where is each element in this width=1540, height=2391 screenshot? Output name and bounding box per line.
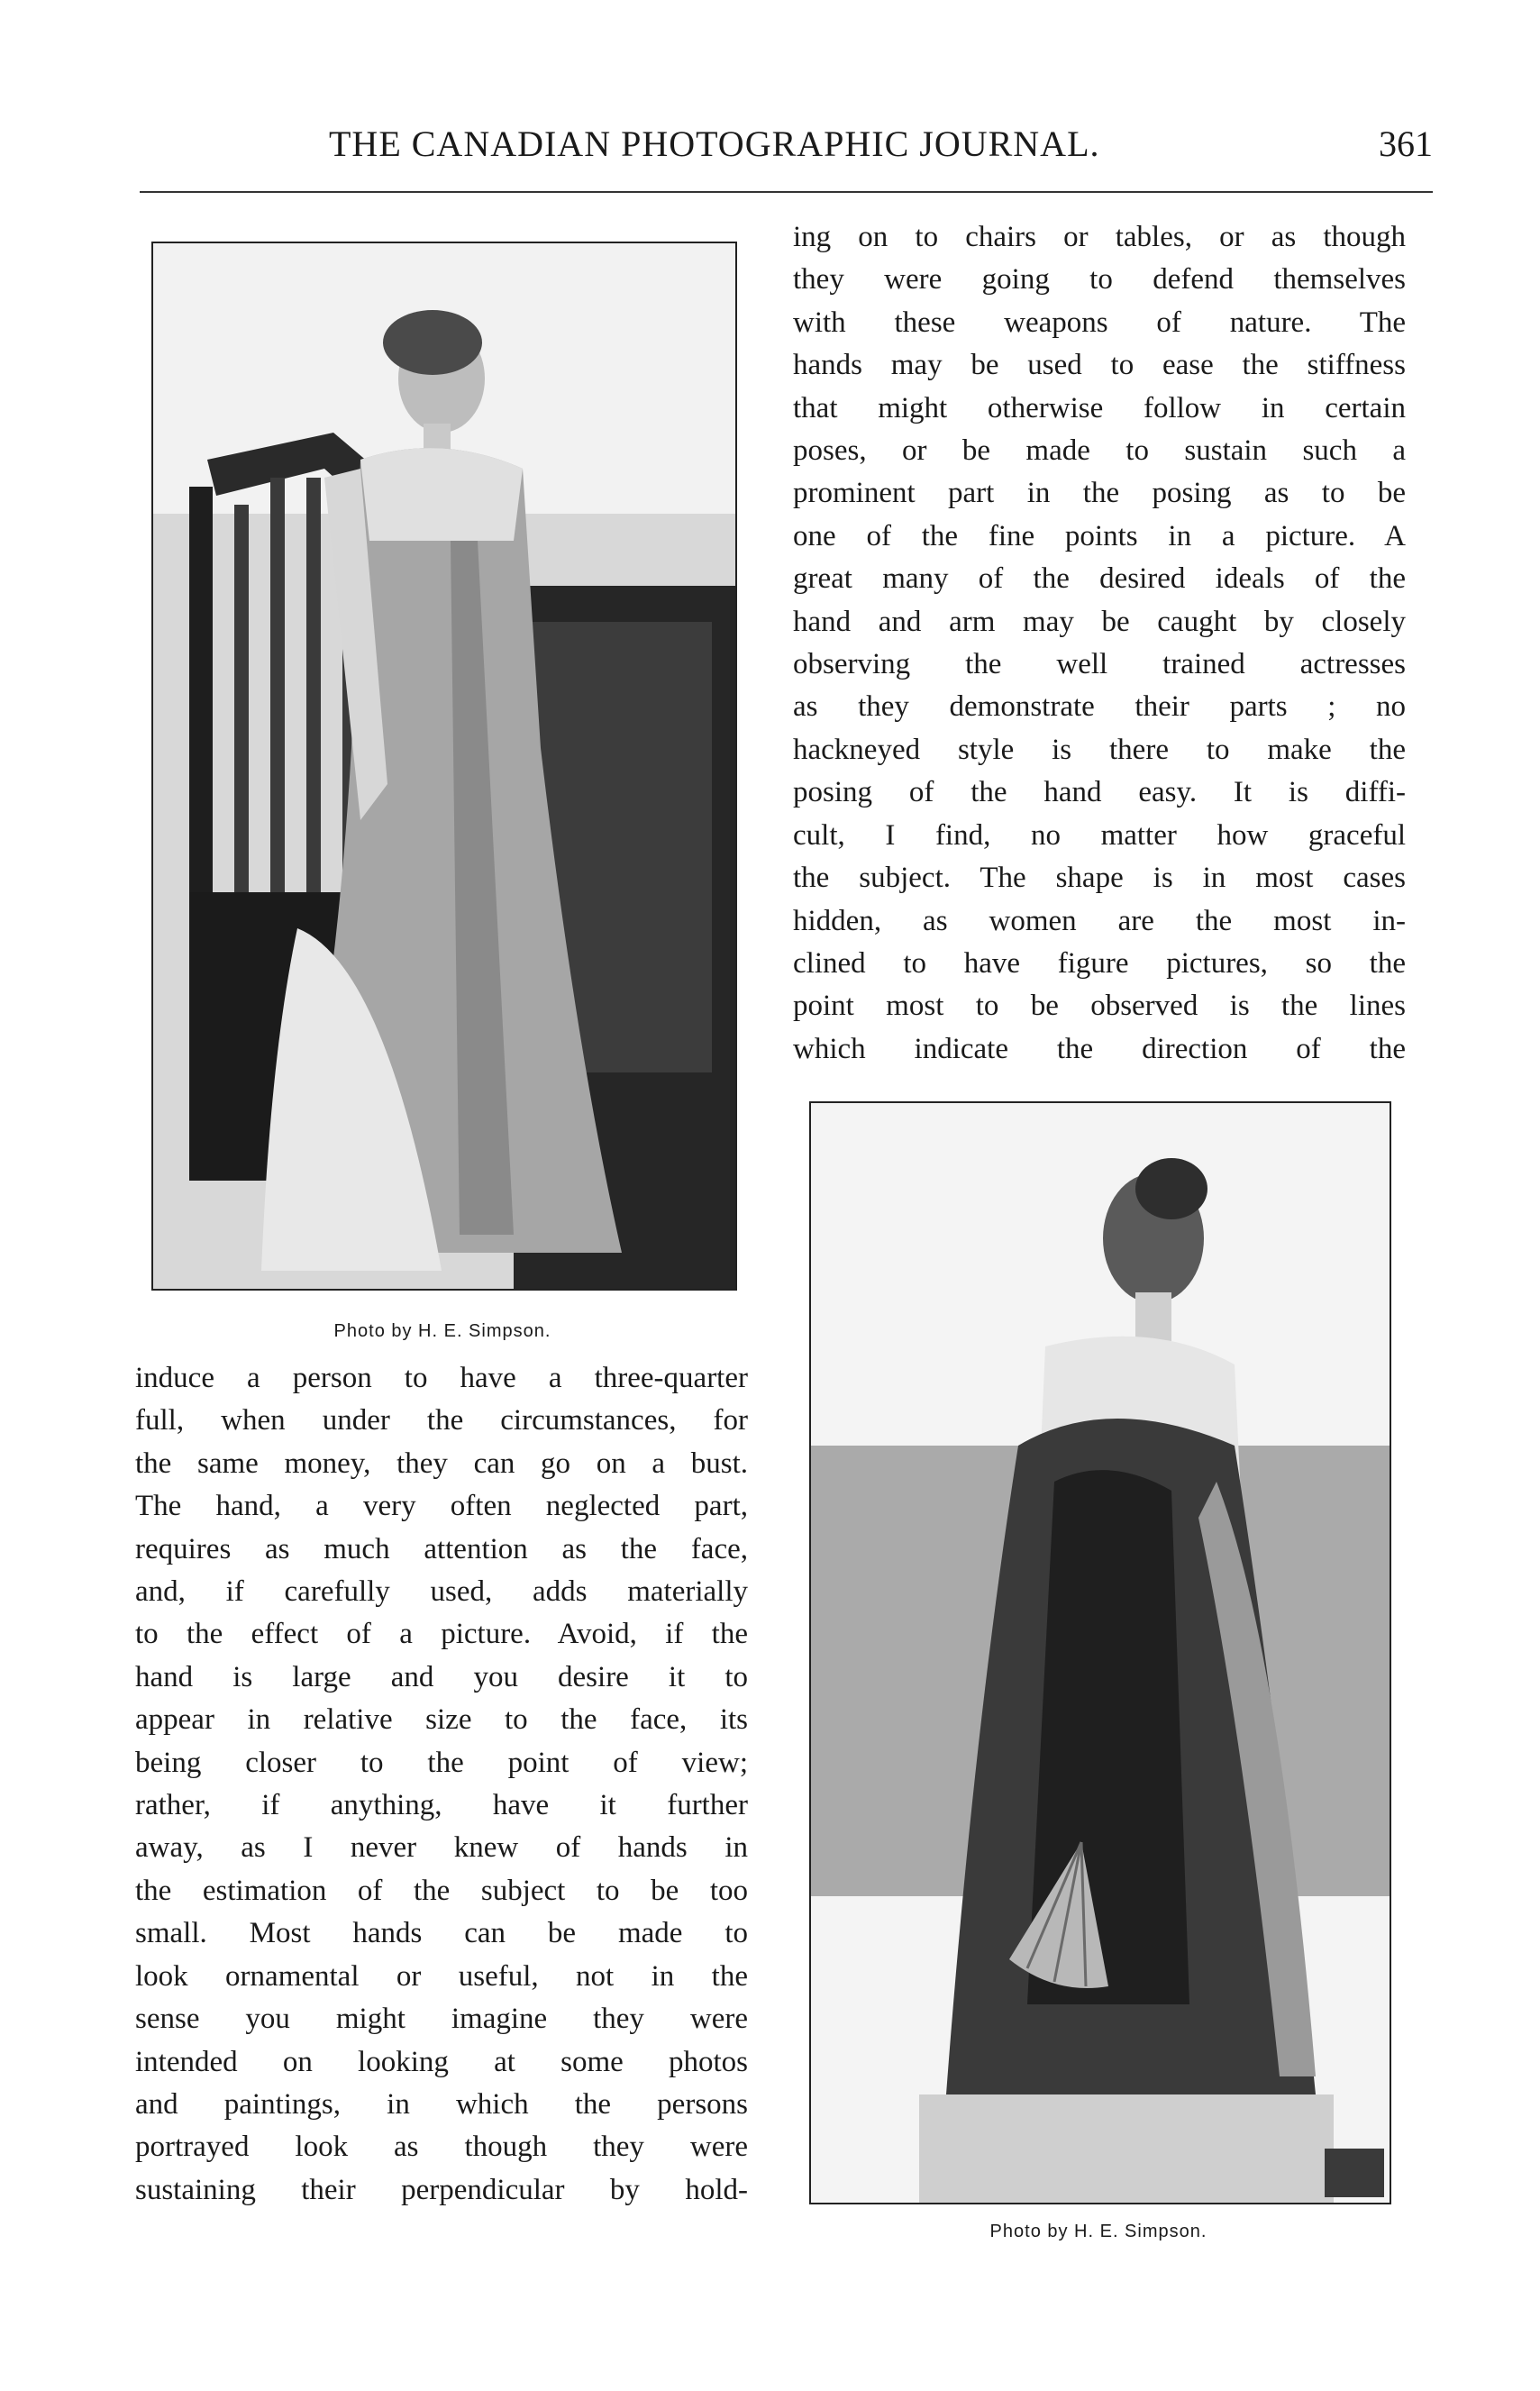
text-line: clined to have figure pictures, so the [793, 946, 1406, 980]
header-rule [140, 191, 1433, 193]
text-line: intended on looking at some photos [135, 2045, 748, 2078]
text-line: the subject. The shape is in most cases [793, 862, 1406, 895]
text-line: being closer to the point of view; [135, 1746, 748, 1779]
page-number: 361 [1379, 123, 1433, 164]
text-line: ing on to chairs or tables, or as though [793, 221, 1406, 253]
text-line: The hand, a very often neglected part, [135, 1490, 748, 1523]
text-line: hands may be used to ease the stiffness [793, 349, 1406, 382]
text-line: hidden, as women are the most in- [793, 904, 1406, 937]
text-line: requires as much attention as the face, [135, 1532, 748, 1565]
text-line: posing of the hand easy. It is diffi- [793, 776, 1406, 809]
text-line: point most to be observed is the lines [793, 990, 1406, 1023]
text-line: great many of the desired ideals of the [793, 562, 1406, 596]
text-line: cult, I find, no matter how graceful [793, 818, 1406, 852]
text-line: away, as I never knew of hands in [135, 1831, 748, 1865]
text-line: with these weapons of nature. The [793, 306, 1406, 339]
photo-credit-caption: Photo by H. E. Simpson. [989, 2222, 1207, 2241]
text-line: as they demonstrate their parts ; no [793, 690, 1406, 724]
text-line: full, when under the circumstances, for [135, 1404, 748, 1437]
text-line: rather, if anything, have it further [135, 1789, 748, 1822]
text-line: hand and arm may be caught by closely [793, 605, 1406, 638]
text-line: they were going to defend themselves [793, 263, 1406, 297]
text-line: and, if carefully used, adds materially [135, 1575, 748, 1609]
text-line: the estimation of the subject to be too [135, 1874, 748, 1907]
text-line: induce a person to have a three-quarter [135, 1362, 748, 1394]
text-line: which indicate the direction of the [793, 1032, 1406, 1065]
text-line: the same money, they can go on a bust. [135, 1446, 748, 1480]
photo-staircase-illustration [153, 243, 735, 1289]
right-column-text [793, 216, 1406, 1071]
text-line: portrayed look as though they were [135, 2131, 748, 2164]
text-line: to the effect of a picture. Avoid, if the [135, 1618, 748, 1651]
text-line: and paintings, in which the persons [135, 2087, 748, 2121]
text-line: poses, or be made to sustain such a [793, 434, 1406, 468]
page-header [140, 117, 1433, 180]
running-title: THE CANADIAN PHOTOGRAPHIC JOURNAL. [329, 123, 1100, 164]
photo-cape-illustration [811, 1103, 1390, 2203]
text-line: sustaining their perpendicular by hold- [135, 2173, 748, 2206]
left-column-text [135, 1357, 748, 2212]
text-line: hackneyed style is there to make the [793, 733, 1406, 766]
text-line: that might otherwise follow in certain [793, 391, 1406, 424]
text-line: one of the fine points in a picture. A [793, 519, 1406, 552]
photo-woman-with-cape [809, 1101, 1391, 2204]
photo-credit-caption: Photo by H. E. Simpson. [333, 1321, 551, 1341]
text-line: prominent part in the posing as to be [793, 477, 1406, 510]
text-line: small. Most hands can be made to [135, 1917, 748, 1950]
text-line: look ornamental or useful, not in the [135, 1959, 748, 1993]
text-line: sense you might imagine they were [135, 2003, 748, 2036]
photo-woman-on-staircase [151, 242, 737, 1291]
text-line: observing the well trained actresses [793, 648, 1406, 681]
text-line: appear in relative size to the face, its [135, 1703, 748, 1737]
text-line: hand is large and you desire it to [135, 1660, 748, 1693]
